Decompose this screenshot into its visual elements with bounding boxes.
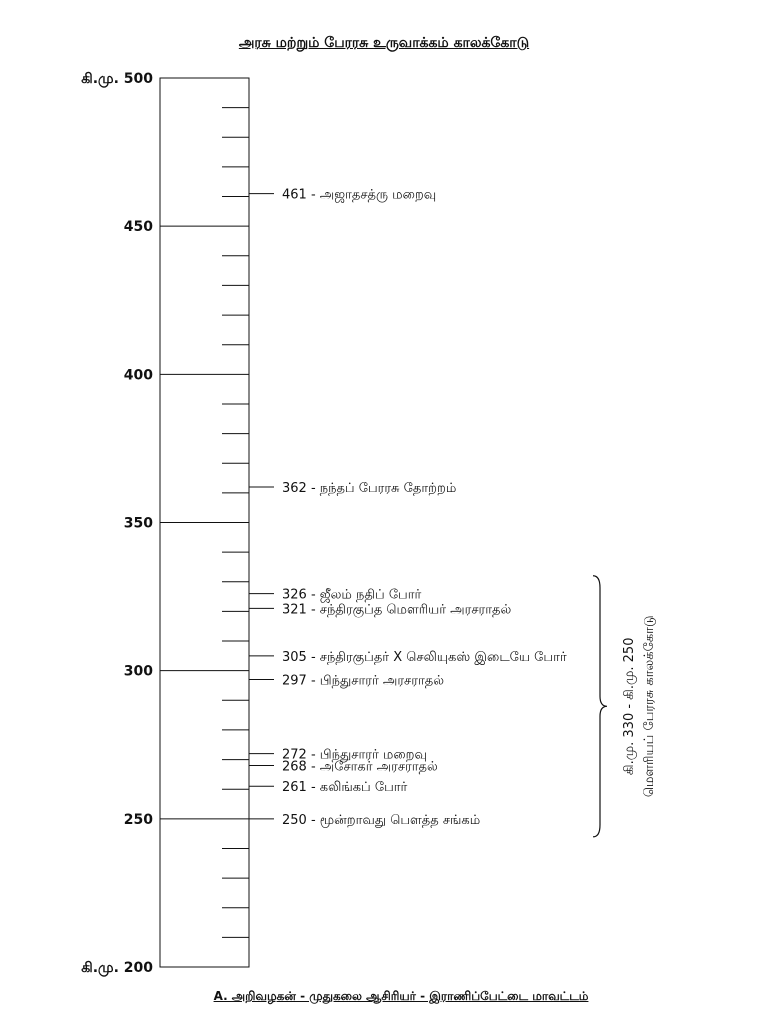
- event-label: 305 - சந்திரகுப்தர் X செலியுகஸ் இடையே போர்: [282, 649, 567, 665]
- event-label: 362 - நந்தப் பேரரசு தோற்றம்: [282, 480, 457, 496]
- event-label: 261 - கலிங்கப் போர்: [282, 780, 408, 796]
- period-range-label: கி.மு. 330 - கி.மு. 250: [622, 637, 637, 776]
- event-label: 461 - அஜாதசத்ரு மறைவு: [282, 187, 437, 203]
- tick-label: 250: [123, 811, 153, 828]
- event-label: 297 - பிந்துசாரர் அரசராதல்: [282, 673, 444, 689]
- tick-label: 300: [123, 663, 153, 680]
- event-label: 321 - சந்திரகுப்த மௌரியர் அரசராதல்: [282, 602, 512, 618]
- period-label-group: [622, 615, 657, 797]
- tick-label: 450: [123, 219, 153, 236]
- event-label: 272 - பிந்துசாரர் மறைவு: [282, 747, 427, 763]
- period-bracket: [593, 576, 607, 837]
- tick-label: கி.மு. 500: [81, 71, 153, 87]
- tick-label: 400: [123, 367, 153, 384]
- timeline-title: அரசு மற்றும் பேரரசு உருவாக்கம் காலக்கோடு: [238, 35, 530, 51]
- tick-label: 350: [123, 515, 153, 532]
- tick-label: கி.மு. 200: [81, 960, 153, 976]
- period-name-label: மௌரியப் பேரரசு காலக்கோடு: [642, 615, 657, 798]
- author-footer: A. அறிவழகன் - முதுகலை ஆசிரியர் - இராணிப்பேட்டை மாவட்டம்: [213, 989, 589, 1003]
- event-label: 250 - மூன்றாவது பௌத்த சங்கம்: [282, 812, 481, 828]
- event-label: 268 - அசோகர் அரசராதல்: [282, 759, 438, 775]
- event-label: 326 - ஜீலம் நதிப் போர்: [282, 587, 422, 603]
